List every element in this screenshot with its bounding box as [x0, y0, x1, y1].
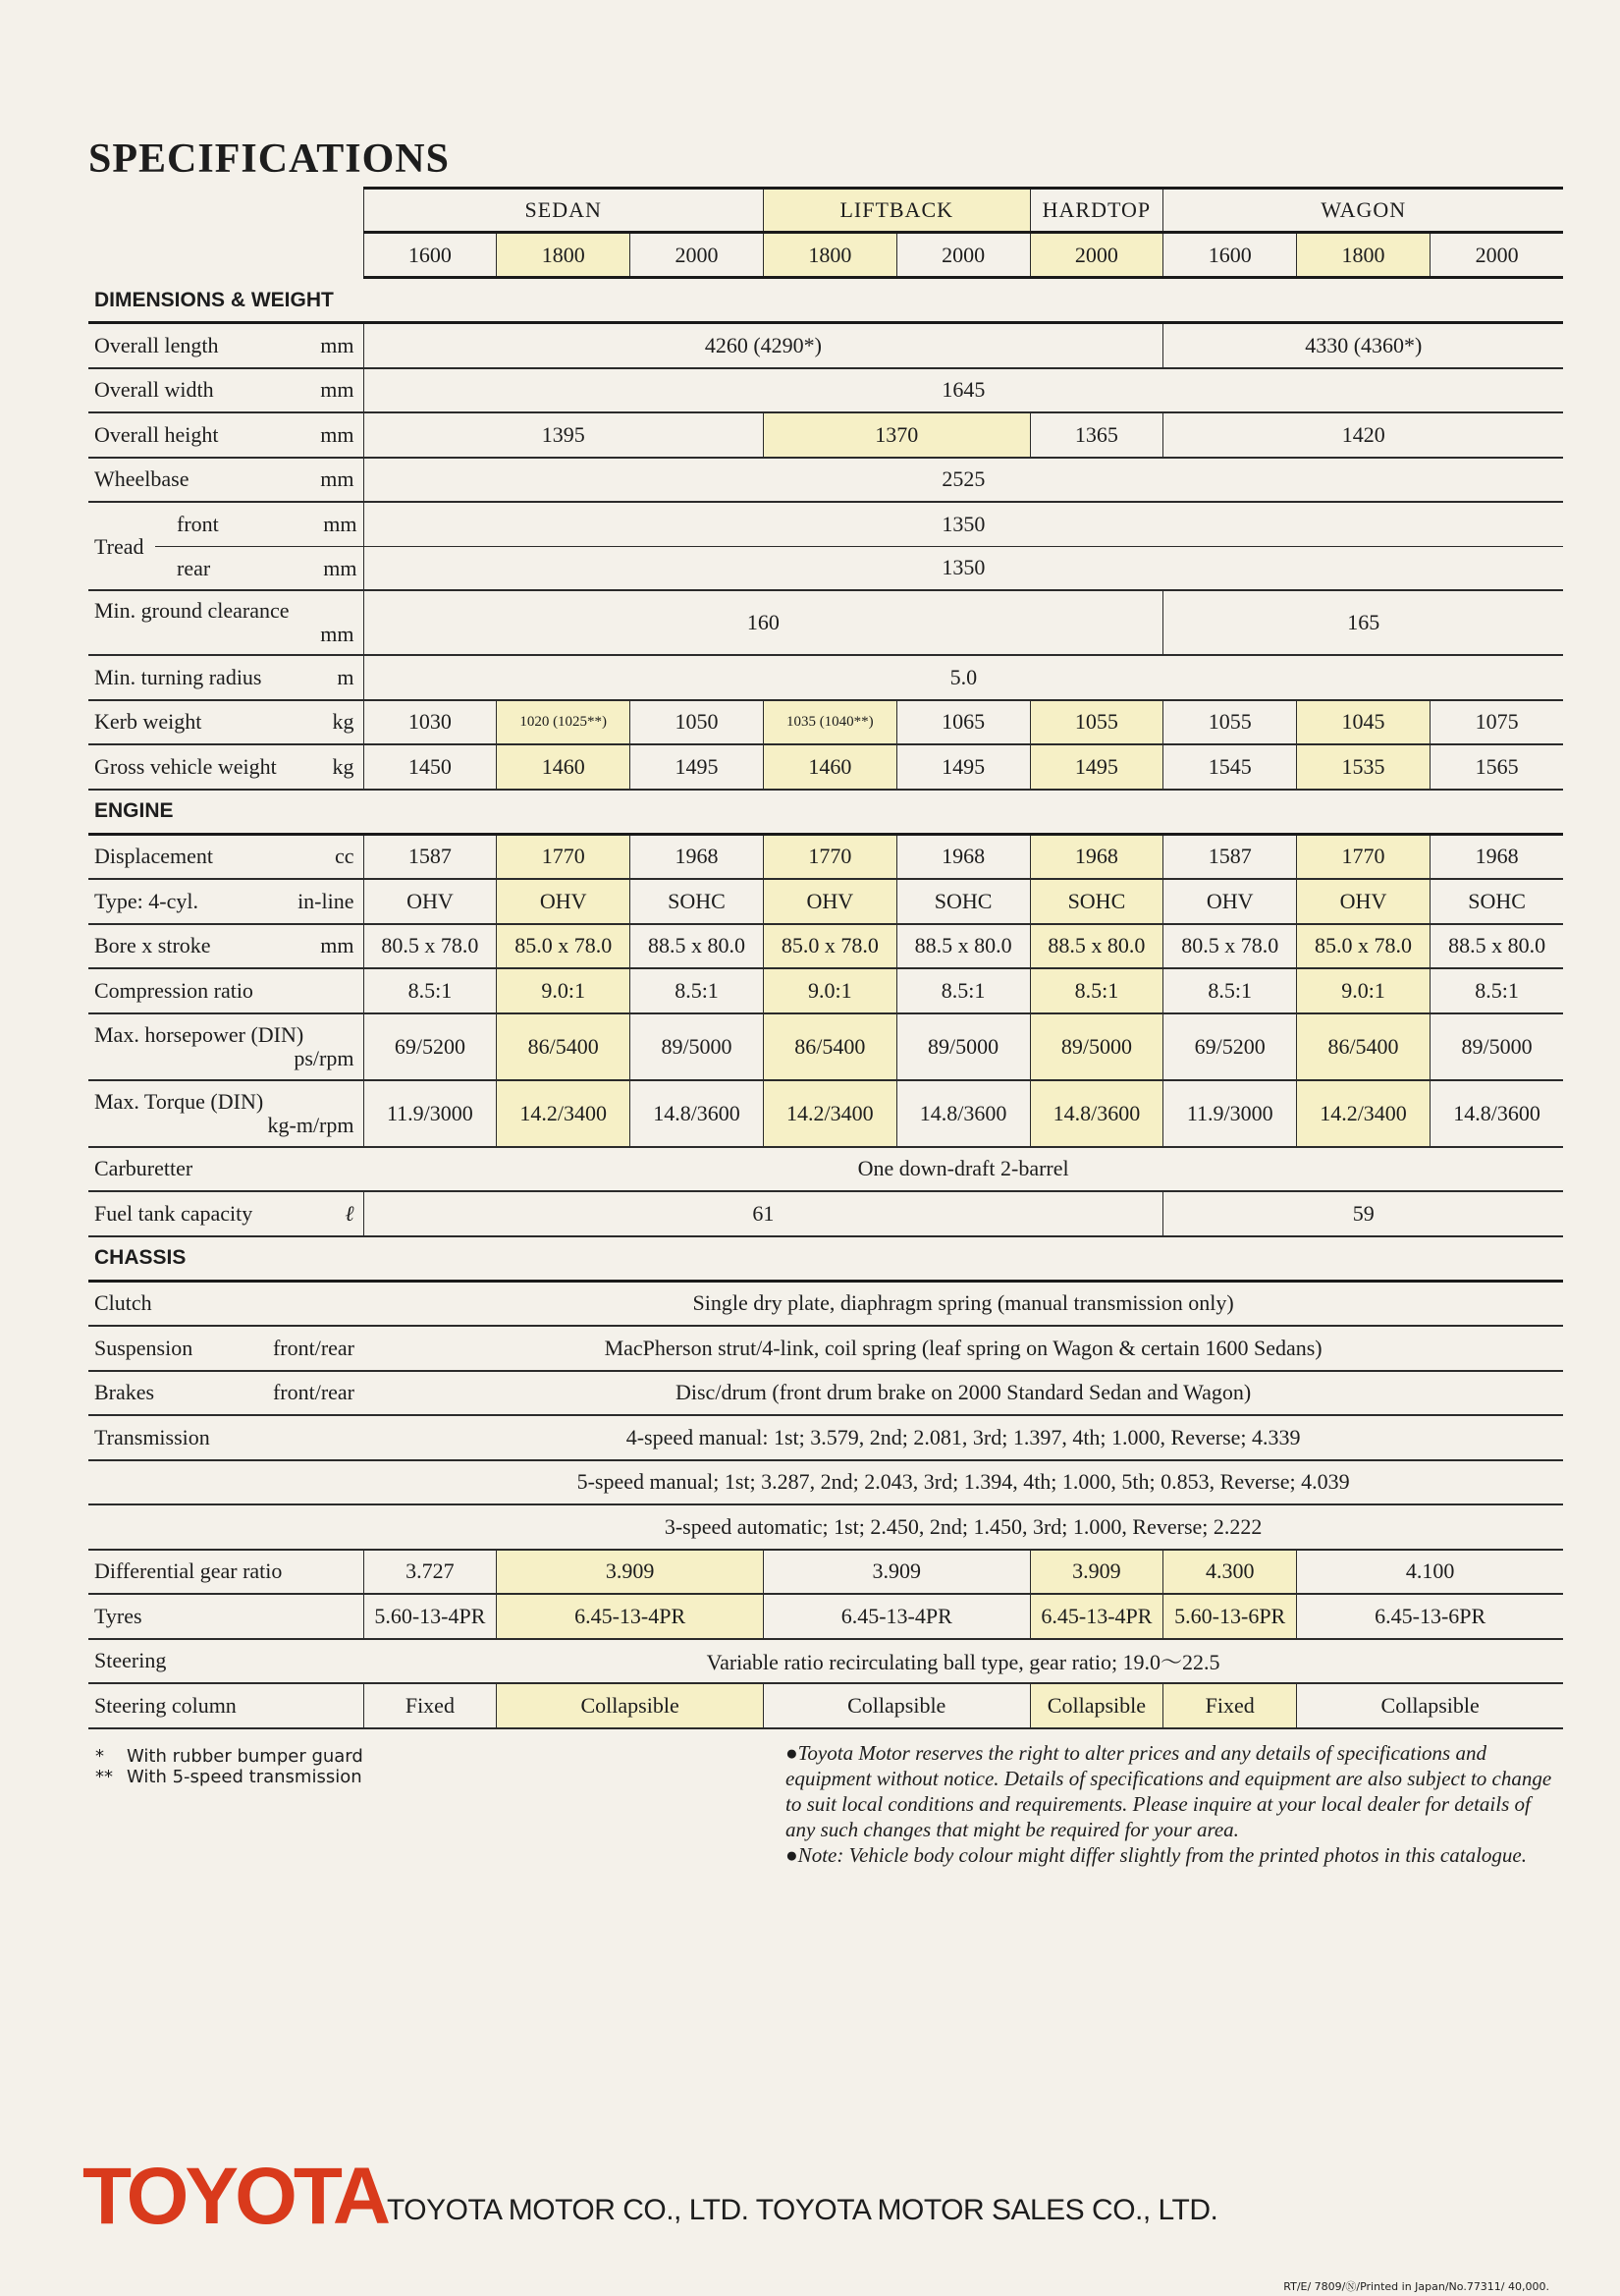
- variant-header: 1800: [497, 233, 630, 278]
- cell-value: 1055: [1030, 700, 1163, 745]
- cell-value: 1365: [1030, 412, 1163, 458]
- row-label: Transmission: [94, 1424, 210, 1449]
- cell-value: 1350: [364, 503, 1564, 547]
- row-gross-weight: [88, 744, 1563, 790]
- model-liftback: LIFTBACK: [763, 189, 1030, 233]
- row-horsepower: [88, 1013, 1563, 1080]
- cell-value: Collapsible: [497, 1683, 764, 1728]
- cell-value: 85.0 x 78.0: [497, 924, 630, 969]
- model-wagon: WAGON: [1163, 189, 1563, 233]
- row-unit: ps/rpm: [294, 1045, 354, 1070]
- row-unit: cc: [334, 844, 354, 869]
- row-carburetter: [88, 1147, 1563, 1192]
- row-label: Wheelbase: [94, 466, 189, 492]
- cell-value: 59: [1163, 1191, 1563, 1236]
- cell-value: 4.100: [1297, 1550, 1564, 1595]
- cell-value: 86/5400: [1297, 1013, 1431, 1080]
- cell-value: 86/5400: [763, 1013, 896, 1080]
- cell-value: 14.8/3600: [1030, 1080, 1163, 1147]
- row-unit: mm: [320, 332, 354, 357]
- row-clutch: [88, 1281, 1563, 1326]
- cell-value: 14.2/3400: [497, 1080, 630, 1147]
- cell-value: 8.5:1: [1030, 968, 1163, 1013]
- row-unit: kg: [332, 709, 354, 735]
- cell-value: 1968: [630, 834, 764, 879]
- cell-value: 9.0:1: [1297, 968, 1431, 1013]
- cell-value: 5-speed manual; 1st; 3.287, 2nd; 2.043, 3rd; 1.394, 4th; 1.000, 5th; 0.853, Reverse; 4.039: [363, 1460, 1563, 1505]
- cell-value: 89/5000: [1430, 1013, 1563, 1080]
- row-unit: mm: [320, 933, 354, 958]
- tread-divider: [155, 546, 363, 547]
- row-torque: [88, 1080, 1563, 1147]
- variant-header: 2000: [630, 233, 764, 278]
- row-label: Brakes: [94, 1380, 155, 1405]
- cell-value: OHV: [763, 879, 896, 924]
- variant-header: 1800: [1297, 233, 1431, 278]
- model-hardtop: HARDTOP: [1030, 189, 1163, 233]
- row-transmission-5speed: [88, 1460, 1563, 1505]
- cell-value: SOHC: [1030, 879, 1163, 924]
- row-unit: front/rear: [272, 1335, 354, 1360]
- cell-value: 1020 (1025**): [497, 700, 630, 745]
- row-unit: ℓ: [345, 1200, 354, 1226]
- cell-value: 1350: [942, 555, 986, 580]
- cell-value: 1565: [1430, 744, 1563, 790]
- footnote-mark: **: [95, 1767, 113, 1787]
- cell-value: 69/5200: [363, 1013, 497, 1080]
- row-label: Differential gear ratio: [94, 1558, 283, 1584]
- cell-value: 3.909: [1030, 1550, 1163, 1595]
- cell-value: 88.5 x 80.0: [896, 924, 1030, 969]
- disclaimer: [785, 1740, 1561, 1868]
- footnote-text: With 5-speed transmission: [127, 1767, 362, 1787]
- row-transmission-auto: [88, 1504, 1563, 1550]
- row-fuel-tank: [88, 1191, 1563, 1236]
- cell-value: 3-speed automatic; 1st; 2.450, 2nd; 1.450, 3rd; 1.000, Reverse; 2.222: [363, 1504, 1563, 1550]
- cell-value: 1535: [1297, 744, 1431, 790]
- row-tread: [88, 502, 1563, 590]
- cell-value: 3.727: [363, 1550, 497, 1595]
- row-label: Overall width: [94, 377, 214, 403]
- row-differential: [88, 1550, 1563, 1595]
- cell-value: 5.60-13-4PR: [363, 1594, 497, 1639]
- cell-value: 3.909: [763, 1550, 1030, 1595]
- cell-value: 1450: [363, 744, 497, 790]
- row-label: Type: 4-cyl.: [94, 888, 198, 913]
- cell-value: 1050: [630, 700, 764, 745]
- cell-value: SOHC: [1430, 879, 1563, 924]
- cell-value: 85.0 x 78.0: [1297, 924, 1431, 969]
- cell-value: 80.5 x 78.0: [363, 924, 497, 969]
- cell-value: Collapsible: [1030, 1683, 1163, 1728]
- group-engine: ENGINE: [88, 790, 1563, 835]
- cell-value: 86/5400: [497, 1013, 630, 1080]
- cell-value: Single dry plate, diaphragm spring (manual transmission only): [363, 1281, 1563, 1326]
- cell-value: 8.5:1: [363, 968, 497, 1013]
- footnote-text: With rubber bumper guard: [127, 1746, 363, 1767]
- cell-value: 1495: [1030, 744, 1163, 790]
- variant-header: 2000: [1030, 233, 1163, 278]
- cell-value: 3.909: [497, 1550, 764, 1595]
- cell-value: OHV: [363, 879, 497, 924]
- footnote: [95, 1746, 363, 1767]
- cell-value: 1045: [1297, 700, 1431, 745]
- row-overall-width: [88, 368, 1563, 413]
- row-bore-stroke: [88, 924, 1563, 969]
- disclaimer-paragraph: ●Toyota Motor reserves the right to alter prices and any details of specifications and equipment without notice. Details of specifications and equipment are also subject to change to suit local conditions and requirements. Please inquire at your local dealer for details of any such changes that might be required for your area.: [785, 1741, 1552, 1841]
- cell-value: 2525: [363, 458, 1563, 503]
- cell-value: 6.45-13-4PR: [763, 1594, 1030, 1639]
- cell-value: 5.0: [363, 655, 1563, 700]
- cell-value: SOHC: [630, 879, 764, 924]
- variant-header-row: [88, 233, 1563, 278]
- cell-value: Variable ratio recirculating ball type, gear ratio; 19.0～22.5: [363, 1639, 1563, 1684]
- cell-value: 1460: [763, 744, 896, 790]
- cell-value: 14.2/3400: [1297, 1080, 1431, 1147]
- cell-value: 1770: [497, 834, 630, 879]
- cell-value: 14.8/3600: [896, 1080, 1030, 1147]
- row-unit: m: [337, 664, 354, 689]
- cell-value: Disc/drum (front drum brake on 2000 Standard Sedan and Wagon): [363, 1371, 1563, 1416]
- row-label: Max. horsepower (DIN): [94, 1021, 304, 1047]
- row-label: Overall length: [94, 332, 219, 357]
- cell-value: 89/5000: [896, 1013, 1030, 1080]
- row-label: Max. Torque (DIN): [94, 1088, 264, 1114]
- page-title: SPECIFICATIONS: [88, 137, 450, 182]
- cell-value: MacPherson strut/4-link, coil spring (leaf spring on Wagon & certain 1600 Sedans): [363, 1326, 1563, 1371]
- row-label: Min. ground clearance: [94, 598, 290, 623]
- cell-value: 1035 (1040**): [763, 700, 896, 745]
- row-kerb-weight: [88, 700, 1563, 745]
- cell-value: 1495: [630, 744, 764, 790]
- cell-value: 1065: [896, 700, 1030, 745]
- cell-value: 1075: [1430, 700, 1563, 745]
- row-overall-height: [88, 412, 1563, 458]
- row-label: Fuel tank capacity: [94, 1200, 253, 1226]
- row-label: Compression ratio: [94, 977, 253, 1003]
- company-names: TOYOTA MOTOR CO., LTD. TOYOTA MOTOR SALES CO., LTD.: [387, 2194, 1218, 2226]
- cell-value: 1030: [363, 700, 497, 745]
- cell-value: 4.300: [1163, 1550, 1297, 1595]
- print-code: RT/E/ 7809/Ⓝ/Printed in Japan/No.77311/ 40,000.: [1283, 2280, 1549, 2293]
- cell-value: Fixed: [363, 1683, 497, 1728]
- row-label: Steering column: [94, 1692, 237, 1718]
- footnote: [95, 1767, 363, 1787]
- cell-value: OHV: [497, 879, 630, 924]
- cell-value: 85.0 x 78.0: [763, 924, 896, 969]
- variant-header: 1800: [763, 233, 896, 278]
- row-unit: mm: [320, 377, 354, 403]
- footnotes: [95, 1746, 363, 1787]
- row-ground-clearance: [88, 590, 1563, 655]
- cell-value: 61: [363, 1191, 1163, 1236]
- cell-value: 9.0:1: [763, 968, 896, 1013]
- cell-value: One down-draft 2-barrel: [363, 1147, 1563, 1192]
- row-turning-radius: [88, 655, 1563, 700]
- row-label: Displacement: [94, 844, 213, 869]
- row-displacement: [88, 834, 1563, 879]
- cell-value: SOHC: [896, 879, 1030, 924]
- toyota-logo: TOYOTA: [82, 2152, 388, 2241]
- cell-value: 1395: [363, 412, 763, 458]
- variant-header: 2000: [896, 233, 1030, 278]
- row-unit: mm: [320, 466, 354, 492]
- cell-value: 88.5 x 80.0: [630, 924, 764, 969]
- cell-value: 165: [1163, 590, 1563, 655]
- cell-value: 1587: [1163, 834, 1297, 879]
- cell-value: 14.8/3600: [630, 1080, 764, 1147]
- model-sedan: SEDAN: [363, 189, 763, 233]
- cell-value: 89/5000: [1030, 1013, 1163, 1080]
- variant-header: 1600: [1163, 233, 1297, 278]
- row-unit: in-line: [297, 888, 354, 913]
- cell-value: 1587: [363, 834, 497, 879]
- row-unit: mm: [320, 622, 354, 646]
- cell-value: 1420: [1163, 412, 1563, 458]
- row-label: Overall height: [94, 421, 219, 447]
- row-label: Steering: [94, 1648, 167, 1673]
- row-label: Min. turning radius: [94, 664, 262, 689]
- cell-value: 8.5:1: [1163, 968, 1297, 1013]
- cell-value: 1770: [763, 834, 896, 879]
- cell-value: 11.9/3000: [1163, 1080, 1297, 1147]
- cell-value: 1495: [896, 744, 1030, 790]
- cell-value: OHV: [1297, 879, 1431, 924]
- row-compression: [88, 968, 1563, 1013]
- cell-value: 8.5:1: [896, 968, 1030, 1013]
- cell-value: 6.45-13-6PR: [1297, 1594, 1564, 1639]
- row-overall-length: [88, 323, 1563, 368]
- variant-header: 2000: [1430, 233, 1563, 278]
- row-unit: kg-m/rpm: [267, 1112, 354, 1137]
- cell-value: 88.5 x 80.0: [1030, 924, 1163, 969]
- row-label: Gross vehicle weight: [94, 753, 277, 779]
- row-label: Kerb weight: [94, 709, 202, 735]
- cell-value: 14.8/3600: [1430, 1080, 1563, 1147]
- cell-value: OHV: [1163, 879, 1297, 924]
- cell-value: 9.0:1: [497, 968, 630, 1013]
- row-steering-column: [88, 1683, 1563, 1728]
- cell-value: 80.5 x 78.0: [1163, 924, 1297, 969]
- cell-value: 14.2/3400: [763, 1080, 896, 1147]
- cell-value: 5.60-13-6PR: [1163, 1594, 1297, 1639]
- row-engine-type: [88, 879, 1563, 924]
- cell-value: 1055: [1163, 700, 1297, 745]
- row-transmission: [88, 1415, 1563, 1460]
- row-label: Suspension: [94, 1335, 193, 1360]
- cell-value: Collapsible: [763, 1683, 1030, 1728]
- group-dimensions: DIMENSIONS & WEIGHT: [88, 278, 1563, 323]
- cell-value: 1770: [1297, 834, 1431, 879]
- disclaimer-paragraph: ●Note: Vehicle body colour might differ slightly from the printed photos in this catalogue.: [785, 1843, 1527, 1867]
- cell-value: 89/5000: [630, 1013, 764, 1080]
- row-sublabel: rear: [177, 556, 211, 580]
- cell-value: 4330 (4360*): [1163, 323, 1563, 368]
- cell-value: 11.9/3000: [363, 1080, 497, 1147]
- variant-header: 1600: [363, 233, 497, 278]
- cell-value: 160: [363, 590, 1163, 655]
- cell-value: 8.5:1: [1430, 968, 1563, 1013]
- cell-value: 4-speed manual: 1st; 3.579, 2nd; 2.081, 3rd; 1.397, 4th; 1.000, Reverse; 4.339: [363, 1415, 1563, 1460]
- cell-value: 6.45-13-4PR: [497, 1594, 764, 1639]
- row-suspension: [88, 1326, 1563, 1371]
- cell-value: 8.5:1: [630, 968, 764, 1013]
- row-label: Carburetter: [94, 1156, 193, 1181]
- cell-value: 1460: [497, 744, 630, 790]
- cell-value: 1545: [1163, 744, 1297, 790]
- cell-value: 1968: [1430, 834, 1563, 879]
- row-unit: mm: [323, 556, 357, 580]
- row-wheelbase: [88, 458, 1563, 503]
- cell-value: Collapsible: [1297, 1683, 1564, 1728]
- row-unit: mm: [320, 421, 354, 447]
- cell-value: 4260 (4290*): [363, 323, 1163, 368]
- row-brakes: [88, 1371, 1563, 1416]
- group-chassis: CHASSIS: [88, 1236, 1563, 1282]
- cell-value: 6.45-13-4PR: [1030, 1594, 1163, 1639]
- row-sublabel: front: [177, 512, 219, 536]
- cell-value: 1370: [763, 412, 1030, 458]
- row-steering: [88, 1639, 1563, 1684]
- row-label: Clutch: [94, 1290, 152, 1316]
- cell-value: 1645: [363, 368, 1563, 413]
- cell-value: 1968: [896, 834, 1030, 879]
- row-label: Bore x stroke: [94, 933, 211, 958]
- row-label: Tread: [94, 534, 144, 559]
- cell-value: 1968: [1030, 834, 1163, 879]
- row-unit: mm: [323, 512, 357, 536]
- cell-value: 69/5200: [1163, 1013, 1297, 1080]
- model-header-row: [88, 189, 1563, 233]
- cell-value: Fixed: [1163, 1683, 1297, 1728]
- cell-value: 88.5 x 80.0: [1430, 924, 1563, 969]
- specifications-table: [88, 187, 1563, 1729]
- footnote-mark: *: [95, 1746, 104, 1767]
- row-unit: kg: [332, 753, 354, 779]
- row-tyres: [88, 1594, 1563, 1639]
- row-unit: front/rear: [272, 1380, 354, 1405]
- row-label: Tyres: [94, 1603, 142, 1628]
